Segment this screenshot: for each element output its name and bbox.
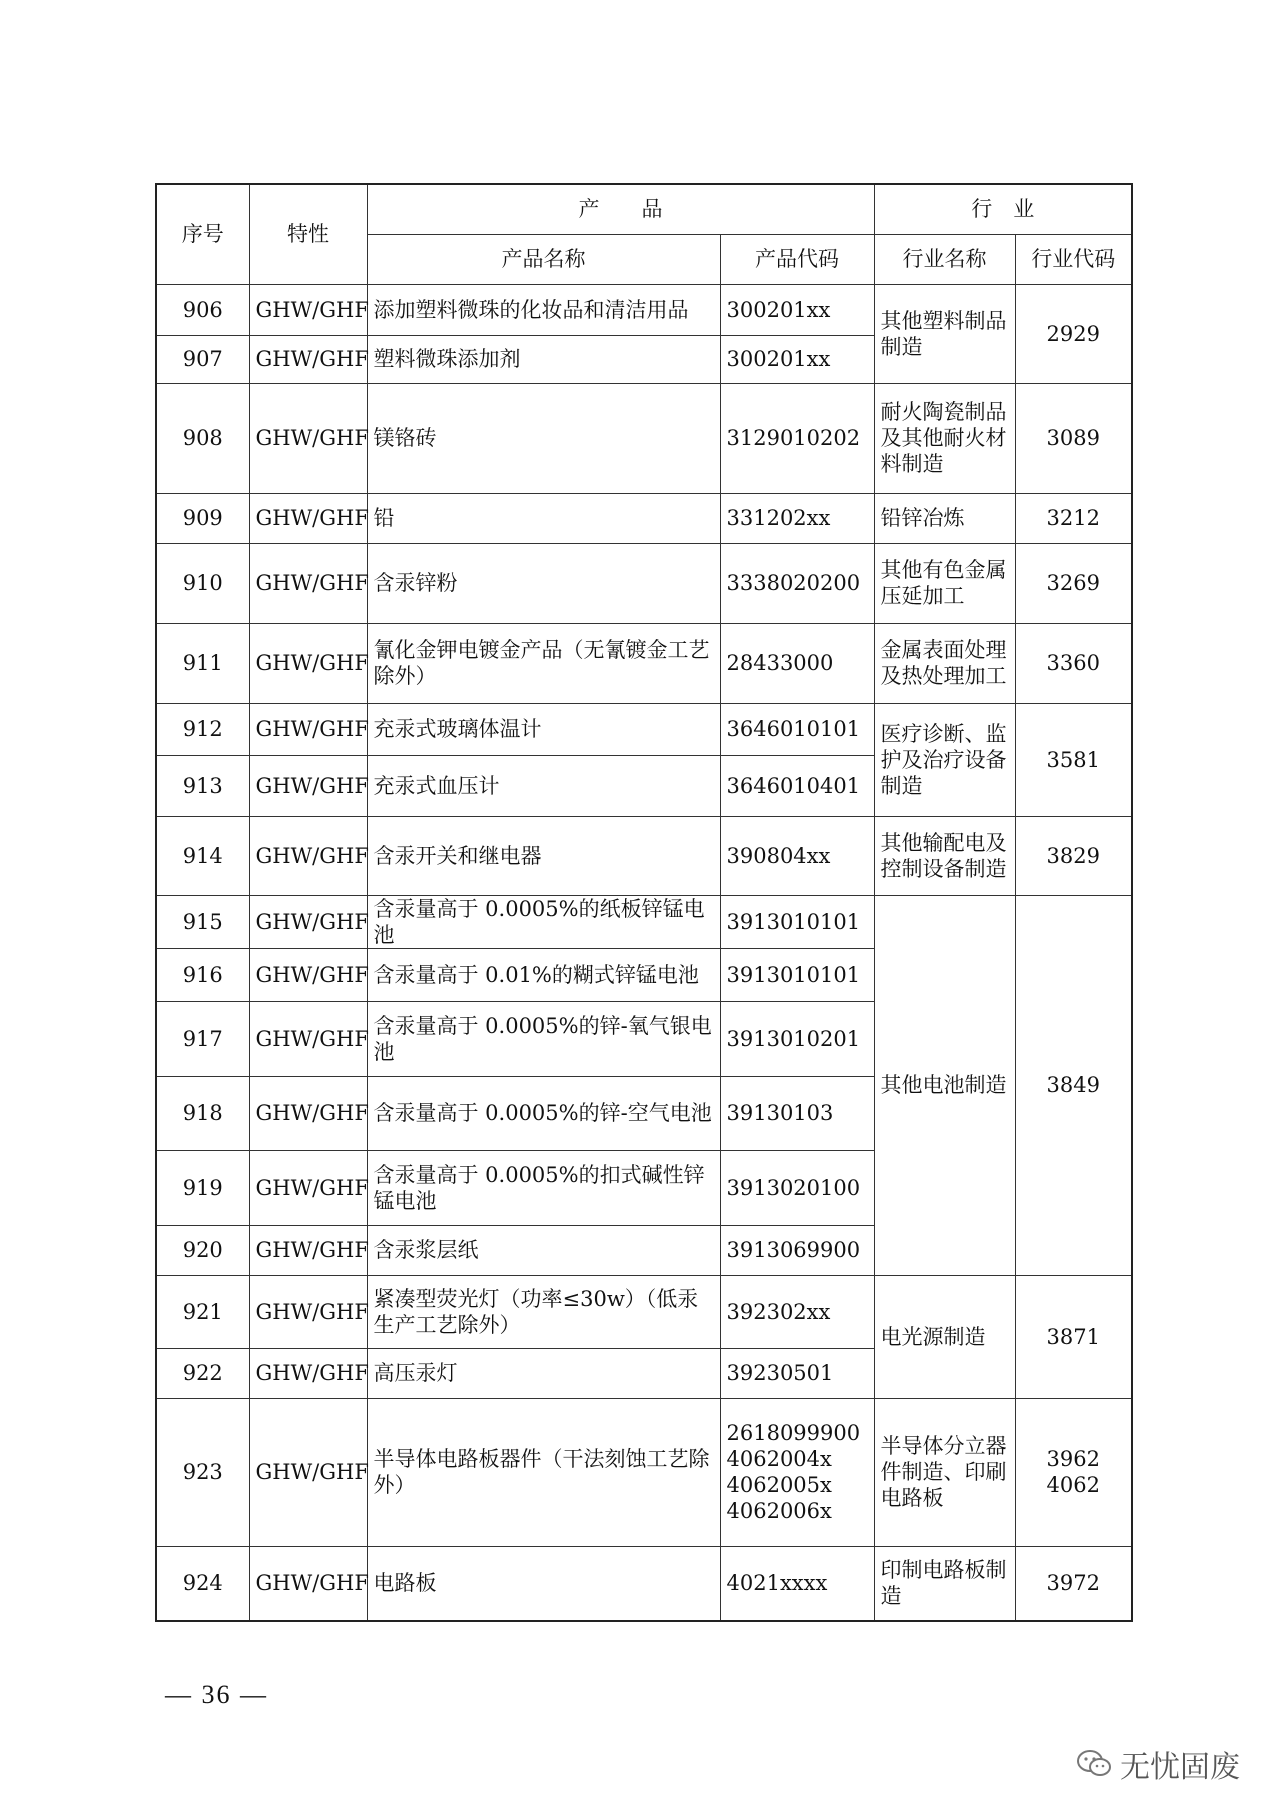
seq-cell: 918 (156, 1076, 249, 1150)
product-name-cell: 塑料微珠添加剂 (367, 335, 720, 383)
product-name-cell: 含汞量高于 0.0005%的锌-氧气银电池 (367, 1001, 720, 1076)
industry-code-cell: 3212 (1015, 493, 1132, 543)
industry-code-line: 4062 (1046, 1473, 1100, 1497)
industry-name-cell: 其他电池制造 (874, 895, 1015, 1275)
product-name-cell: 充汞式玻璃体温计 (367, 703, 720, 755)
product-code-cell: 3646010101 (720, 703, 874, 755)
product-name-cell: 镁铬砖 (367, 383, 720, 493)
product-name-cell: 含汞量高于 0.0005%的纸板锌锰电池 (367, 895, 720, 948)
industry-code-cell (1015, 1398, 1132, 1546)
product-name-cell: 铅 (367, 493, 720, 543)
attr-cell: GHW/GHF (249, 1076, 367, 1150)
product-name-cell: 含汞量高于 0.01%的糊式锌锰电池 (367, 948, 720, 1001)
product-code-cell: 331202xx (720, 493, 874, 543)
product-code-cell: 39130103 (720, 1076, 874, 1150)
product-code-cell: 28433000 (720, 623, 874, 703)
industry-code-cell: 2929 (1015, 284, 1132, 383)
seq-cell: 917 (156, 1001, 249, 1076)
wechat-icon (1076, 1749, 1112, 1779)
product-code-cell: 3913010101 (720, 895, 874, 948)
table-row (156, 284, 1132, 335)
seq-cell: 919 (156, 1150, 249, 1225)
seq-cell: 924 (156, 1546, 249, 1621)
watermark-text: 无忧固废 (1120, 1750, 1240, 1785)
product-code-cell: 4021xxxx (720, 1546, 874, 1621)
seq-cell: 921 (156, 1275, 249, 1348)
attr-cell: GHW/GHF (249, 383, 367, 493)
product-name-cell: 充汞式血压计 (367, 755, 720, 816)
product-name-cell: 电路板 (367, 1546, 720, 1621)
attr-cell: GHW/GHF (249, 1348, 367, 1398)
product-name-cell: 添加塑料微珠的化妆品和清洁用品 (367, 284, 720, 335)
attr-cell: GHW/GHF (249, 543, 367, 623)
seq-cell: 920 (156, 1225, 249, 1275)
table-row (156, 1546, 1132, 1621)
seq-cell: 909 (156, 493, 249, 543)
product-code-cell: 3338020200 (720, 543, 874, 623)
attr-cell: GHW/GHF (249, 895, 367, 948)
product-code-cell: 300201xx (720, 335, 874, 383)
attr-cell: GHW/GHF (249, 816, 367, 895)
product-name-cell: 含汞锌粉 (367, 543, 720, 623)
attr-cell: GHW/GHF (249, 1398, 367, 1546)
attr-cell: GHW/GHF (249, 1225, 367, 1275)
industry-code-cell: 3269 (1015, 543, 1132, 623)
product-name-cell: 含汞量高于 0.0005%的锌-空气电池 (367, 1076, 720, 1150)
industry-name-cell: 医疗诊断、监护及治疗设备制造 (874, 703, 1015, 816)
industry-code-cell: 3871 (1015, 1275, 1132, 1398)
industry-code-cell: 3360 (1015, 623, 1132, 703)
seq-cell: 910 (156, 543, 249, 623)
header-product-name: 产品名称 (367, 234, 720, 284)
product-name-cell: 高压汞灯 (367, 1348, 720, 1398)
header-attr: 特性 (249, 184, 367, 284)
table-row (156, 383, 1132, 493)
attr-cell: GHW/GHF (249, 1275, 367, 1348)
seq-cell: 912 (156, 703, 249, 755)
product-name-cell: 含汞浆层纸 (367, 1225, 720, 1275)
attr-cell: GHW/GHF (249, 493, 367, 543)
table-row (156, 543, 1132, 623)
header-product-code: 产品代码 (720, 234, 874, 284)
table-row (156, 816, 1132, 895)
industry-name-cell: 印制电路板制造 (874, 1546, 1015, 1621)
product-code-line: 4062006x (726, 1499, 832, 1523)
industry-name-cell: 其他塑料制品制造 (874, 284, 1015, 383)
industry-name-cell: 其他有色金属压延加工 (874, 543, 1015, 623)
industry-code-cell: 3829 (1015, 816, 1132, 895)
product-code-line: 2618099900 (726, 1421, 861, 1445)
product-code-line: 4062004x (726, 1447, 832, 1471)
product-code-cell: 3913069900 (720, 1225, 874, 1275)
attr-cell: GHW/GHF (249, 284, 367, 335)
industry-name-cell: 耐火陶瓷制品及其他耐火材料制造 (874, 383, 1015, 493)
seq-cell: 923 (156, 1398, 249, 1546)
attr-cell: GHW/GHF (249, 623, 367, 703)
seq-cell: 911 (156, 623, 249, 703)
header-product-group: 产 品 (367, 184, 874, 234)
product-code-cell: 392302xx (720, 1275, 874, 1348)
attr-cell: GHW/GHF (249, 755, 367, 816)
seq-cell: 916 (156, 948, 249, 1001)
product-code-cell: 3913020100 (720, 1150, 874, 1225)
seq-cell: 908 (156, 383, 249, 493)
table-row (156, 1398, 1132, 1546)
header-industry-group: 行 业 (874, 184, 1132, 234)
watermark (1076, 1742, 1240, 1786)
product-name-cell: 紧凑型荧光灯（功率≤30w）（低汞生产工艺除外） (367, 1275, 720, 1348)
table-container (155, 183, 1131, 1622)
header-seq: 序号 (156, 184, 249, 284)
table-row (156, 623, 1132, 703)
seq-cell: 915 (156, 895, 249, 948)
industry-name-cell: 电光源制造 (874, 1275, 1015, 1398)
product-code-cell: 300201xx (720, 284, 874, 335)
product-code-cell: 39230501 (720, 1348, 874, 1398)
industry-code-cell: 3089 (1015, 383, 1132, 493)
industry-code-cell: 3972 (1015, 1546, 1132, 1621)
seq-cell: 914 (156, 816, 249, 895)
product-industry-table (155, 183, 1133, 1622)
attr-cell: GHW/GHF (249, 1001, 367, 1076)
product-name-cell: 含汞量高于 0.0005%的扣式碱性锌锰电池 (367, 1150, 720, 1225)
industry-name-cell: 金属表面处理及热处理加工 (874, 623, 1015, 703)
attr-cell: GHW/GHF (249, 1546, 367, 1621)
product-name-cell: 半导体电路板器件（干法刻蚀工艺除外） (367, 1398, 720, 1546)
industry-name-cell: 半导体分立器件制造、印刷电路板 (874, 1398, 1015, 1546)
product-code-line: 4062005x (726, 1473, 832, 1497)
seq-cell: 913 (156, 755, 249, 816)
header-industry-code: 行业代码 (1015, 234, 1132, 284)
attr-cell: GHW/GHF (249, 703, 367, 755)
table-row (156, 1275, 1132, 1348)
product-code-cell: 3913010201 (720, 1001, 874, 1076)
attr-cell: GHW/GHF (249, 1150, 367, 1225)
product-code-cell: 3129010202 (720, 383, 874, 493)
product-name-cell: 氰化金钾电镀金产品（无氰镀金工艺除外） (367, 623, 720, 703)
industry-code-line: 3962 (1046, 1447, 1100, 1471)
table-row (156, 895, 1132, 948)
table-row (156, 493, 1132, 543)
product-name-cell: 含汞开关和继电器 (367, 816, 720, 895)
industry-name-cell: 其他输配电及控制设备制造 (874, 816, 1015, 895)
page-number: — 36 — (165, 1680, 268, 1709)
attr-cell: GHW/GHF (249, 948, 367, 1001)
attr-cell: GHW/GHF (249, 335, 367, 383)
product-code-cell: 3913010101 (720, 948, 874, 1001)
industry-code-cell: 3581 (1015, 703, 1132, 816)
product-code-cell (720, 1398, 874, 1546)
seq-cell: 922 (156, 1348, 249, 1398)
product-code-cell: 3646010401 (720, 755, 874, 816)
seq-cell: 907 (156, 335, 249, 383)
header-industry-name: 行业名称 (874, 234, 1015, 284)
industry-code-cell: 3849 (1015, 895, 1132, 1275)
product-code-cell: 390804xx (720, 816, 874, 895)
seq-cell: 906 (156, 284, 249, 335)
industry-name-cell: 铅锌冶炼 (874, 493, 1015, 543)
table-row (156, 703, 1132, 755)
